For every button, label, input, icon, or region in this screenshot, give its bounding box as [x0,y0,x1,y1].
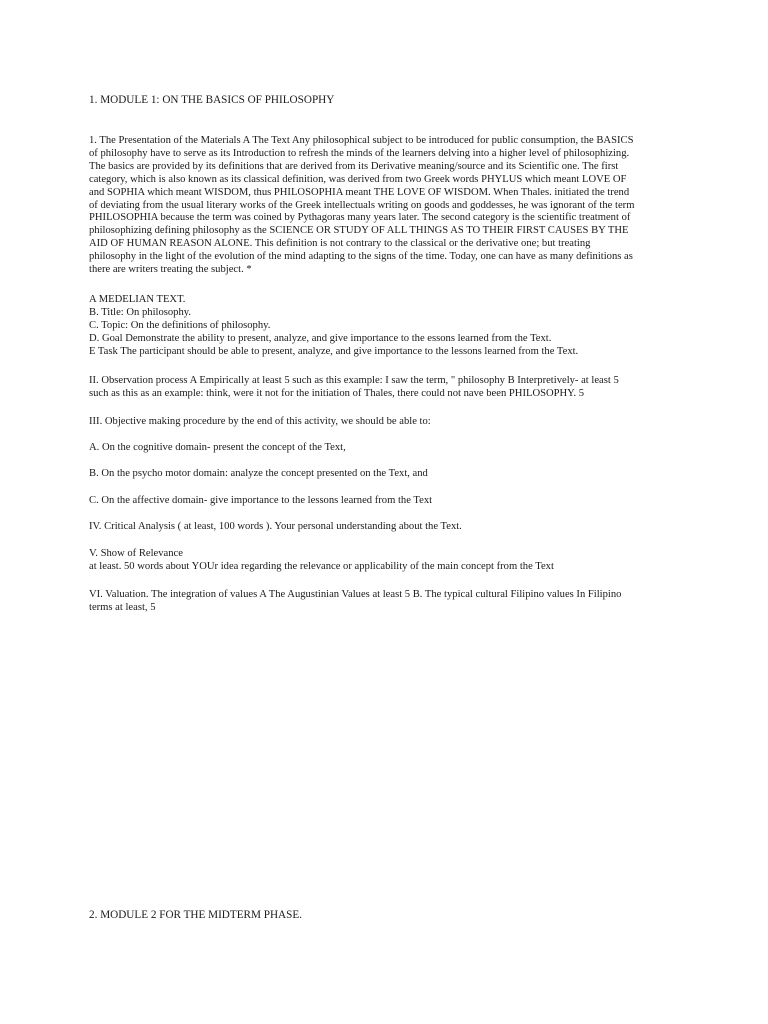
paragraph-line: such as this as an example: think, were it not for the initiation of Thales, there could not nave been PHILOSOPHY. 5 [89,387,585,399]
medelian-text-list [89,294,684,359]
paragraph-line: category, which is also known as its classical definition, was derived from two Greek words PHYLUS which meant LOVE OF [89,173,627,185]
objective-affective: C. On the affective domain- give importance to the lessons learned from the Text [89,495,433,506]
paragraph-line: of deviating from the usual literary works of the Greek intellectuals writing on goods and goddesses, he was ignorant of the term [89,199,635,211]
objective-cognitive: A. On the cognitive domain- present the concept of the Text, [89,442,346,453]
list-item: B. Title: On philosophy. [89,306,192,318]
paragraph-line: The basics are provided by its definitions that are derived from its Derivative meaning/source and its Scientific one. The first [89,160,619,172]
presentation-paragraph [89,135,684,277]
list-item: D. Goal Demonstrate the ability to present, analyze, and give importance to the essons learned from the Text. [89,332,552,344]
paragraph-line: philosophizing defining philosophy as the SCIENCE OR STUDY OF ALL THINGS AS TO THEIR FIRST CAUSES BY THE [89,225,629,237]
observation-process [89,375,684,401]
module-2-heading: 2. MODULE 2 FOR THE MIDTERM PHASE. [89,909,302,921]
paragraph-line: there are writers treating the subject. * [89,264,252,276]
paragraph-line: II. Observation process A Empirically at least 5 such as this example: I saw the term, " philosophy B Interpretively- at least 5 [89,375,619,386]
paragraph-line: terms at least, 5 [89,601,156,613]
critical-analysis: IV. Critical Analysis ( at least, 100 words ). Your personal understanding about the Text. [89,521,462,532]
paragraph-line: VI. Valuation. The integration of values A The Augustinian Values at least 5 B. The typical cultural Filipino values In Filipino [89,589,622,600]
paragraph-line: AID OF HUMAN REASON ALONE. This definition is not contrary to the classical or the derivative one; but treating [89,238,591,250]
list-item: E Task The participant should be able to present, analyze, and give importance to the lessons learned from the Text. [89,345,579,357]
paragraph-line: at least. 50 words about YOUr idea regarding the relevance or applicability of the main concept from the Text [89,560,554,572]
paragraph-line: and SOPHIA which meant WISDOM, thus PHILOSOPHIA meant THE LOVE OF WISDOM. When Thales. initiated the trend [89,186,630,198]
paragraph-line: philosophy in the light of the evolution of the mind adapting to the signs of the time. Today, one can have as many definitions as [89,251,633,263]
objective-psychomotor: B. On the psycho motor domain: analyze the concept presented on the Text, and [89,468,428,479]
paragraph-line: PHILOSOPHIA because the term was coined by Pythagoras many years later. The second category is the scientific treatment of [89,212,631,224]
paragraph-line: V. Show of Relevance [89,548,183,559]
list-item: A MEDELIAN TEXT. [89,294,186,305]
valuation [89,589,684,615]
paragraph-line: 1. The Presentation of the Materials A The Text Any philosophical subject to be introduced for public consumption, the BASICS [89,135,634,146]
module-1-heading: 1. MODULE 1: ON THE BASICS OF PHILOSOPHY [89,94,335,106]
paragraph-line: of philosophy have to serve as its Introduction to refresh the minds of the learners delving into a higher level of philosophizing. [89,147,630,159]
list-item: C. Topic: On the definitions of philosophy. [89,319,271,331]
show-of-relevance [89,548,684,574]
objective-intro: III. Objective making procedure by the end of this activity, we should be able to: [89,416,431,427]
